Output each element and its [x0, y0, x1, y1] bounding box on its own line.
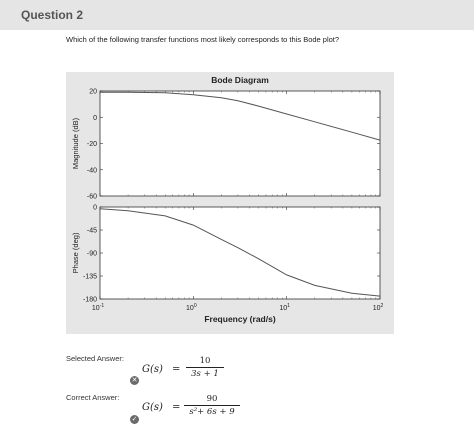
selected-answer-equals: = — [172, 364, 181, 375]
phase-plot-area — [100, 207, 380, 299]
phase-y-axis-label: Phase (deg) — [71, 232, 80, 274]
x-tick-label: $10^{-1}$ — [91, 303, 105, 312]
bode-plot-figure — [66, 72, 394, 334]
x-tick-label: $10^2$ — [372, 303, 384, 312]
correct-answer-numerator: 90 — [206, 394, 218, 404]
check-circle-icon: ✓ — [131, 416, 138, 423]
x-circle-icon: ✕ — [131, 377, 138, 384]
correct-answer-denominator: s²+ 6s + 9 — [189, 407, 235, 417]
x-tick-exponent: 0 — [193, 303, 197, 309]
correct-answer-formula — [142, 394, 262, 424]
magnitude-y-axis-label: Magnitude (dB) — [71, 117, 80, 170]
correct-answer-label: Correct Answer: — [66, 393, 120, 402]
correct-answer-fraction — [184, 394, 240, 417]
x-tick-label: $10^1$ — [279, 303, 290, 312]
magnitude-y-tick-label: -60 — [86, 193, 97, 201]
phase-y-tick-label: -180 — [82, 296, 97, 304]
x-tick-exponent: 1 — [287, 303, 290, 309]
chart-title: Bode Diagram — [211, 75, 269, 85]
selected-answer-formula — [142, 356, 252, 386]
phase-y-tick-label: -45 — [86, 227, 97, 235]
magnitude-y-tick-label: 20 — [89, 88, 97, 96]
x-tick-exponent: 2 — [380, 303, 384, 309]
phase-y-tick-label: -135 — [82, 273, 97, 281]
question-header — [0, 0, 474, 30]
question-prompt: Which of the following transfer functions most likely corresponds to this Bode plot? — [66, 35, 340, 44]
phase-y-tick-label: 0 — [93, 204, 97, 212]
selected-answer-label: Selected Answer: — [66, 354, 124, 363]
x-tick-exponent: -1 — [99, 303, 105, 309]
x-tick-label: $10^0$ — [186, 303, 197, 312]
magnitude-y-tick-label: -40 — [86, 167, 97, 175]
question-title: Question 2 — [21, 8, 84, 22]
selected-answer-lhs: G(s) — [142, 364, 163, 375]
selected-answer-fraction — [186, 356, 224, 379]
magnitude-plot-area — [100, 91, 380, 196]
x-axis-label: Frequency (rad/s) — [204, 314, 276, 324]
selected-answer-denominator: 3s + 1 — [191, 369, 219, 379]
phase-y-tick-label: -90 — [86, 250, 97, 258]
selected-answer-numerator: 10 — [199, 356, 211, 366]
bode-plot-svg — [66, 72, 394, 334]
correct-answer-lhs: G(s) — [142, 402, 163, 413]
magnitude-y-tick-label: 0 — [93, 114, 97, 122]
correct-answer-equals: = — [172, 402, 181, 413]
magnitude-y-tick-label: -20 — [86, 141, 97, 148]
